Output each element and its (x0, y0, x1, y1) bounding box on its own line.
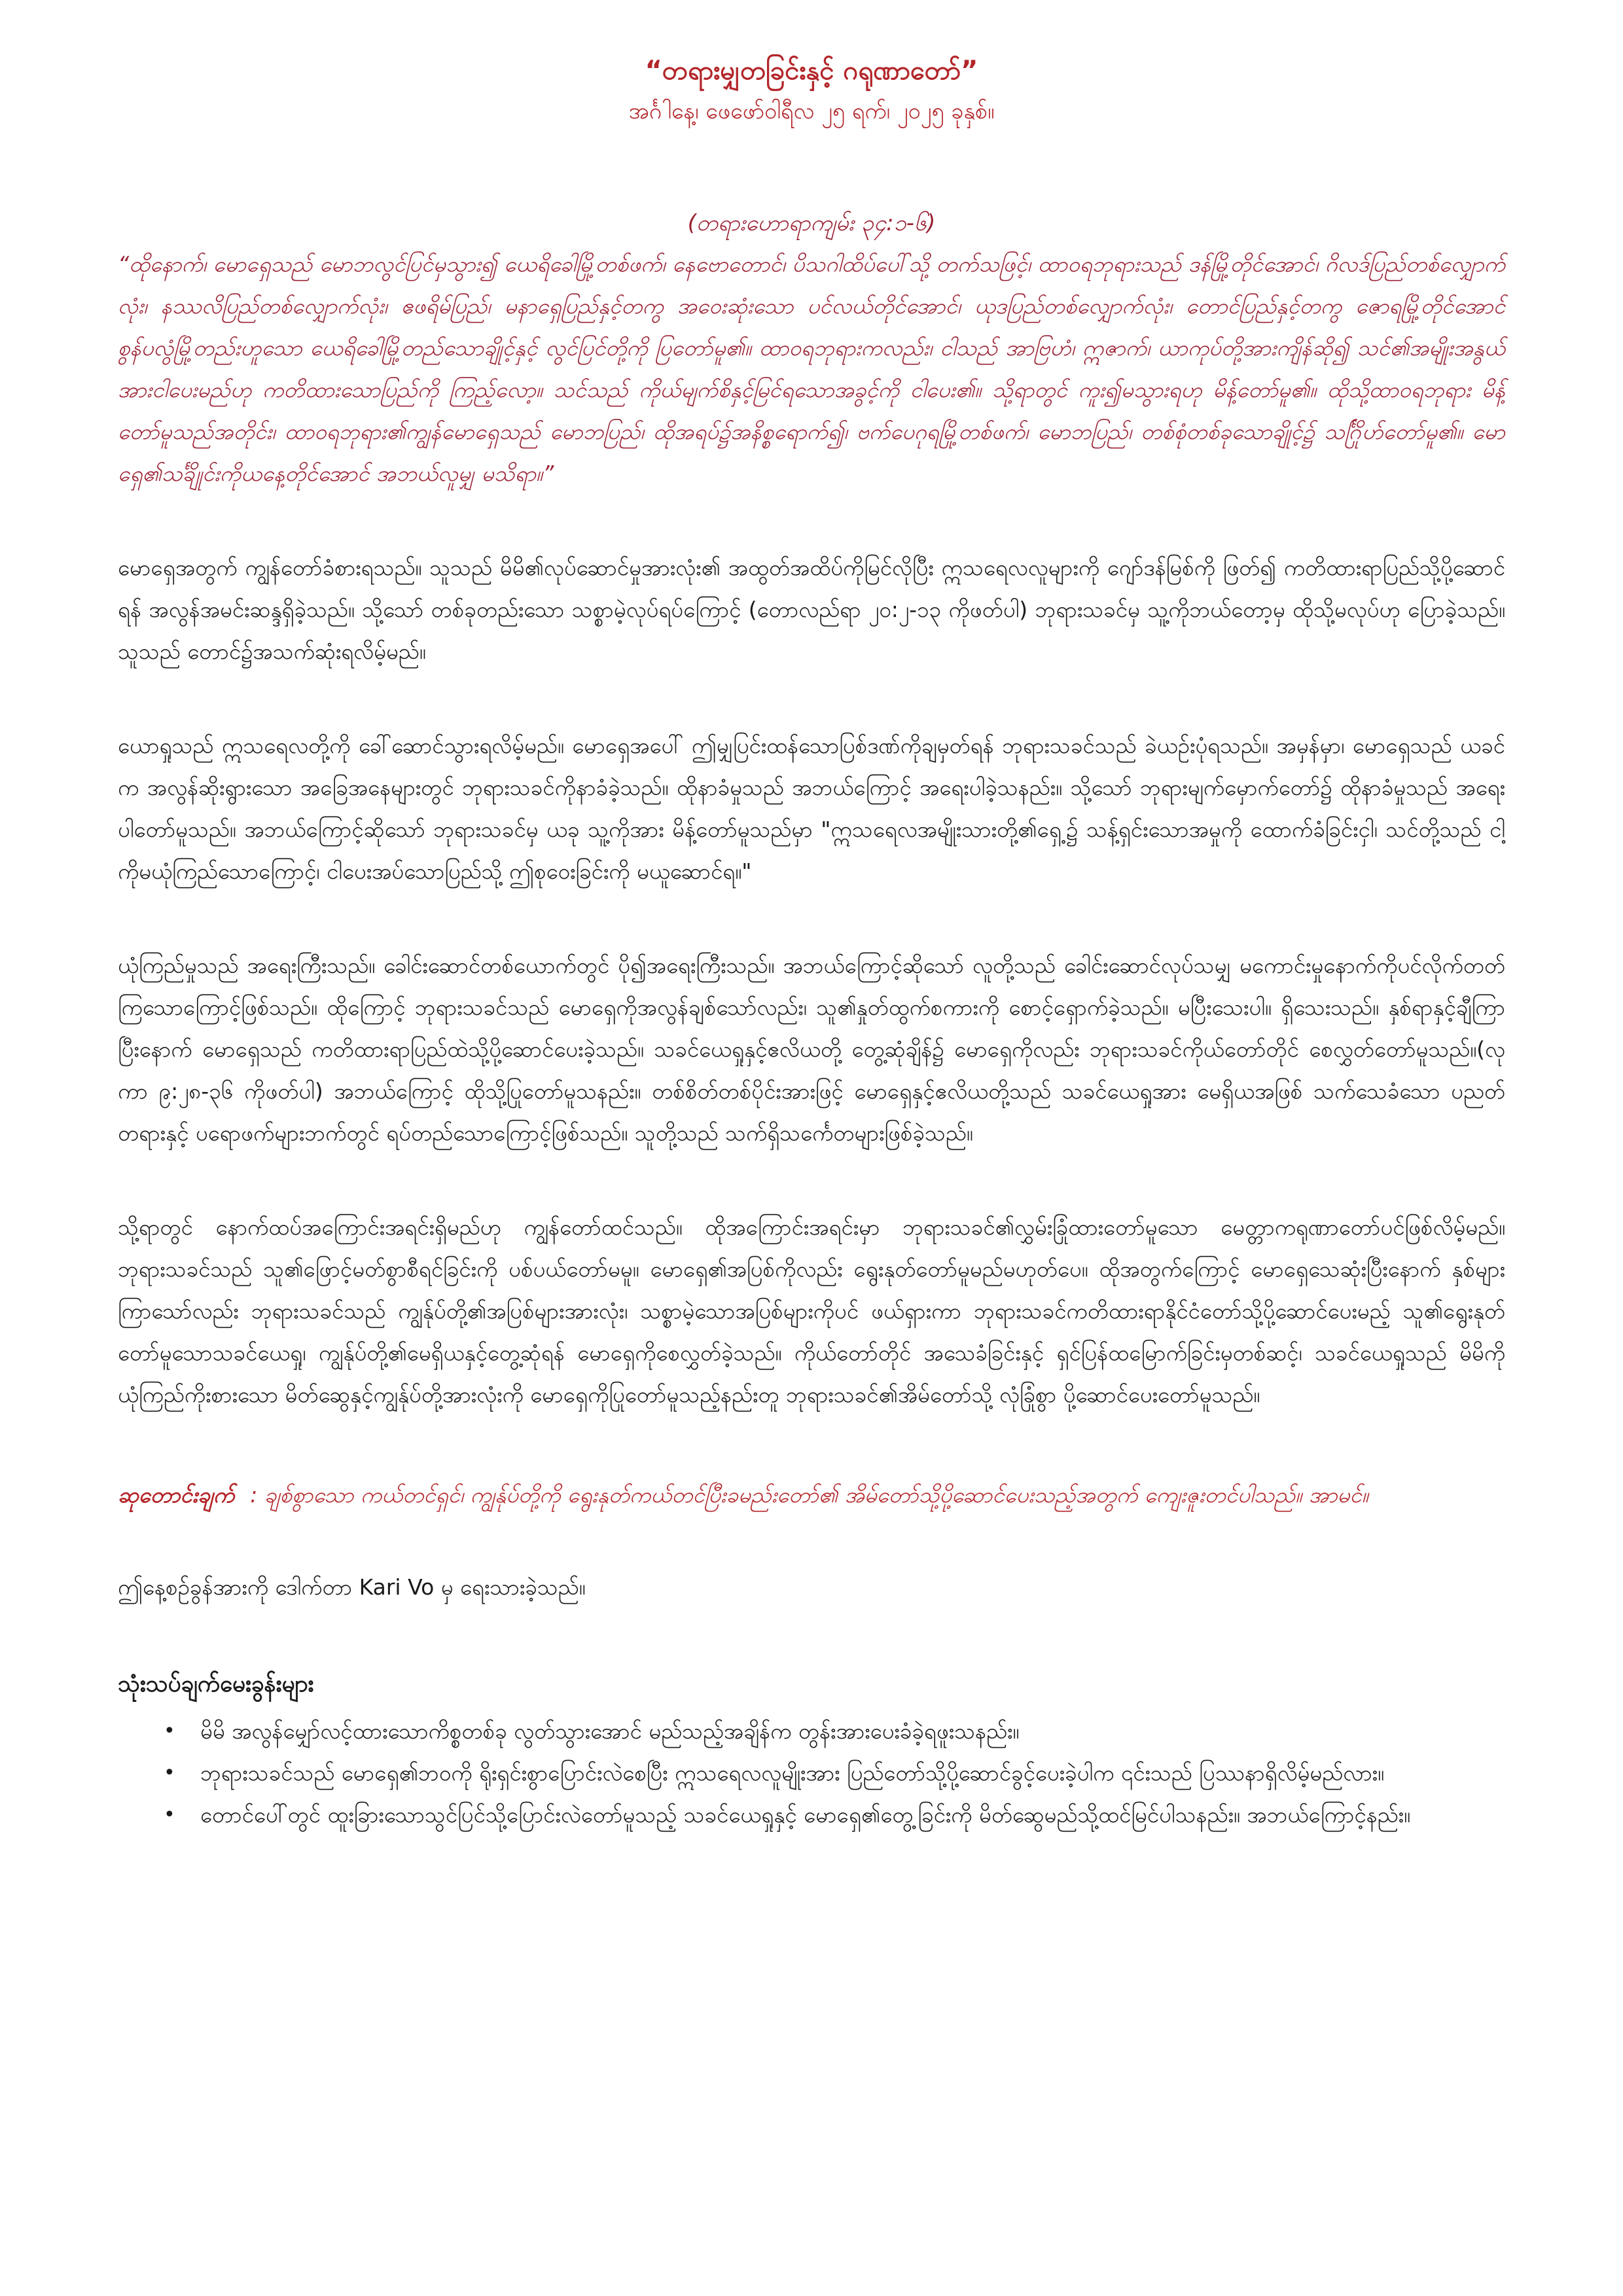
question-text: မိမိ အလွန်မျှော်လင့်ထားသောကိစ္စတစ်ခု လွတ်သွားအောင် မည်သည့်အချိန်က တွန်းအားပေးခံခဲ့ရဖူးသနည်း။ (200, 1718, 1020, 1744)
question-text: ဘုရားသခင်သည် မောရှေ၏ဘဝကို ရိုးရှင်းစွာပြောင်းလဲစေပြီး ဣသရေလလူမျိုးအား ပြည်တော်သို့ပို့ဆောင်ခွင့်ပေးခဲ့ပါက ၎င်းသည် ပြဿနာရှိလိမ့်မည်လား။ (200, 1760, 1385, 1786)
bullet-icon: • (164, 1720, 175, 1742)
list-item (164, 1754, 1505, 1793)
body-paragraph-2: ယောရှုသည် ဣသရေလတို့ကို ခေါ်ဆောင်သွားရလိမ့်မည်။ မောရှေအပေါ် ဤမျှပြင်းထန်သောပြစ်ဒဏ်ကိုချမှတ်ရန် ဘုရားသခင်သည် ခဲယဉ်းပုံရသည်။ အမှန်မှာ၊ မောရှေသည် ယခင်က အလွန်ဆိုးရွားသော အခြေအနေများတွင် ဘုရားသခင်ကိုနာခံခဲ့သည်။ ထိုနာခံမှုသည် အဘယ်ကြောင့် အရေးပါခဲ့သနည်း။ သို့သော် ဘုရားမျက်မှောက်တော်၌ ထိုနာခံမှုသည် အရေးပါတော်မူသည်။ အဘယ်ကြောင့်ဆိုသော် ဘုရားသခင်မှ ယခု သူ့ကိုအား မိန့်တော်မူသည်မှာ "ဣသရေလအမျိုးသားတို့၏ရှေ့၌ သန့်ရှင်းသောအမှုကို ထောက်ခံခြင်းငှါ၊ သင်တို့သည် ငါ့ကိုမယုံကြည်သောကြောင့်၊ ငါပေးအပ်သောပြည်သို့ ဤစုဝေးခြင်းကို မယူဆောင်ရ။" (118, 733, 1505, 884)
scripture-reference: (တရားဟောရာကျမ်း ၃၄:၁-၆) (687, 210, 936, 236)
list-item (164, 1712, 1505, 1751)
reflection-questions-list (118, 1712, 1505, 1835)
question-text: တောင်ပေါ်တွင် ထူးခြားသောသွင်ပြင်သို့ပြောင်းလဲတော်မူသည့် သခင်ယေရှုနှင့် မောရှေ၏တွေ့ခြင်းကို မိတ်ဆွေမည်သို့ထင်မြင်ပါသနည်း။ အဘယ်ကြောင့်နည်း။ (200, 1802, 1411, 1828)
bullet-icon: • (164, 1761, 175, 1784)
prayer-text: : ချစ်စွာသော ကယ်တင်ရှင်၊ ကျွန်ုပ်တို့ကို ရွေးနုတ်ကယ်တင်ပြီးခမည်းတော်၏ အိမ်တော်သို့ပို့ဆောင်ပေးသည့်အတွက် ကျေးဇူးတင်ပါသည်။ အာမင်။ (250, 1482, 1368, 1508)
bullet-icon: • (164, 1803, 175, 1826)
body-paragraph-4: သို့ရာတွင် နောက်ထပ်အကြောင်းအရင်းရှိမည်ဟု ကျွန်တော်ထင်သည်။ ထိုအကြောင်းအရင်းမှာ ဘုရားသခင်၏လွှမ်းခြုံထားတော်မူသော မေတ္တာကရုဏာတော်ပင်ဖြစ်လိမ့်မည်။ ဘုရားသခင်သည် သူ၏ဖြောင့်မတ်စွာစီရင်ခြင်းကို ပစ်ပယ်တော်မမူ။ မောရှေ၏အပြစ်ကိုလည်း ရွေးနုတ်တော်မူမည်မဟုတ်ပေ။ ထိုအတွက်ကြောင့် မောရှေသေဆုံးပြီးနောက် နှစ်များကြာသော်လည်း ဘုရားသခင်သည် ကျွန်ုပ်တို့၏အပြစ်များအားလုံး၊ သစ္စာမဲ့သောအပြစ်များကိုပင် ဖယ်ရှားကာ ဘုရားသခင်ကတိထားရာနိုင်ငံတော်သို့ပို့ဆောင်ပေးမည့် သူ၏ရွေးနုတ်တော်မူသောသခင်ယေရှု၊ ကျွန်ုပ်တို့၏မေရှိယနှင့်တွေ့ဆုံရန် မောရှေကိုစေလွှတ်ခဲ့သည်။ ကိုယ်တော်တိုင် အသေခံခြင်းနှင့် ရှင်ပြန်ထမြောက်ခြင်းမှတစ်ဆင့်၊ သခင်ယေရှုသည် မိမိကိုယုံကြည်ကိုးစားသော မိတ်ဆွေနှင့်ကျွန်ုပ်တို့အားလုံးကို မောရှေကိုပြုတော်မူသည့်နည်းတူ ဘုရားသခင်၏အိမ်တော်သို့ လုံခြုံစွာ ပို့ဆောင်ပေးတော်မူသည်။ (118, 1214, 1505, 1407)
author-credit: ဤနေ့စဉ်ခွန်အားကို ဒေါက်တာ Kari Vo မှ ရေးသားခဲ့သည်။ (118, 1574, 586, 1600)
devotion-date: အင်္ဂါနေ့၊ ဖေဖော်ဝါရီလ ၂၅ ရက်၊ ၂၀၂၅ ခုနှစ်။ (628, 98, 995, 124)
body-paragraph-1: မောရှေအတွက် ကျွန်တော်ခံစားရသည်။ သူသည် မိမိ၏လုပ်ဆောင်မှုအားလုံး၏ အထွတ်အထိပ်ကိုမြင်လိုပြီး ဣသရေလလူများကို ဂျော်ဒန်မြစ်ကို ဖြတ်၍ ကတိထားရာပြည်သို့ပို့ဆောင်ရန် အလွန်အမင်းဆန္ဒရှိခဲ့သည်။ သို့သော် တစ်ခုတည်းသော သစ္စာမဲ့လုပ်ရပ်ကြောင့် (တောလည်ရာ ၂၀:၂-၁၃ ကိုဖတ်ပါ) ဘုရားသခင်မှ သူ့ကိုဘယ်တော့မှ ထိုသို့မလုပ်ဟု ပြောခဲ့သည်။ သူသည် တောင်၌အသက်ဆုံးရလိမ့်မည်။ (118, 555, 1505, 664)
reflection-questions-heading: သုံးသပ်ချက်မေးခွန်းများ (118, 1671, 314, 1697)
prayer (118, 1475, 1505, 1515)
body-paragraph-3: ယုံကြည်မှုသည် အရေးကြီးသည်။ ခေါင်းဆောင်တစ်ယောက်တွင် ပို၍အရေးကြီးသည်။ အဘယ်ကြောင့်ဆိုသော် လူတို့သည် ခေါင်းဆောင်လုပ်သမျှ မကောင်းမှုနောက်ကိုပင်လိုက်တတ်ကြသောကြောင့်ဖြစ်သည်။ ထိုကြောင့် ဘုရားသခင်သည် မောရှေကိုအလွန်ချစ်သော်လည်း၊ သူ၏နှုတ်ထွက်စကားကို စောင့်ရှောက်ခဲ့သည်။ မပြီးသေးပါ။ ရှိသေးသည်။ နှစ်ရာနှင့်ချီကြာပြီးနောက် မောရှေသည် ကတိထားရာပြည်ထဲသို့ပို့ဆောင်ပေးခဲ့သည်။ သခင်ယေရှုနှင့်ဧလိယတို့ တွေ့ဆုံချိန်၌ မောရှေကိုလည်း ဘုရားသခင်ကိုယ်တော်တိုင် စေလွှတ်တော်မူသည်။(လုကာ ၉:၂၈-၃၆ ကိုဖတ်ပါ) အဘယ်ကြောင့် ထိုသို့ပြုတော်မူသနည်း။ တစ်စိတ်တစ်ပိုင်းအားဖြင့် မောရှေနှင့်ဧလိယတို့သည် သခင်ယေရှုအား မေရှိယအဖြစ် သက်သေခံသော ပညတ်တရားနှင့် ပရောဖက်များဘက်တွင် ရပ်တည်သောကြောင့်ဖြစ်သည်။ သူတို့သည် သက်ရှိသင်္ကေတများဖြစ်ခဲ့သည်။ (118, 953, 1505, 1146)
prayer-label: ဆုတောင်းချက် (118, 1482, 235, 1508)
devotion-title: “တရားမျှတခြင်းနှင့် ဂရုဏာတော်” (645, 56, 978, 86)
scripture-text: “ထိုနောက်၊ မောရှေသည် မောဘလွင်ပြင်မှသွား၍ ယေရိခေါမြို့တစ်ဖက်၊ နေဗောတောင်၊ ပိသဂါထိပ်ပေါ်သို့ တက်သဖြင့်၊ ထာဝရဘုရားသည် ဒန်မြို့တိုင်အောင်၊ ဂိလဒ်ပြည်တစ်လျှောက်လုံး၊ နဿလိပြည်တစ်လျှောက်လုံး၊ ဧဖရိမ်ပြည်၊ မနာရှေပြည်နှင့်တကွ အဝေးဆုံးသော ပင်လယ်တိုင်အောင်၊ ယုဒပြည်တစ်လျှောက်လုံး၊ တောင်ပြည်နှင့်တကွ ဇောရမြို့တိုင်အောင် စွန်ပလွံမြို့တည်းဟူသော ယေရိခေါမြို့တည်သောချိုင့်နှင့် လွင်ပြင်တို့ကို ပြတော်မူ၏။ ထာဝရဘုရားကလည်း၊ ငါသည် အာဗြဟံ၊ ဣဇာက်၊ ယာကုပ်တို့အားကျိန်ဆို၍ သင်၏အမျိုးအနွယ်အားငါပေးမည်ဟု ကတိထားသောပြည်ကို ကြည့်လော့။ သင်သည် ကိုယ်မျက်စိနှင့်မြင်ရသောအခွင့်ကို ငါပေး၏။ သို့ရာတွင် ကူး၍မသွားရဟု မိန့်တော်မူ၏။ ထိုသို့ထာဝရဘုရား မိန့်တော်မူသည်အတိုင်း၊ ထာဝရဘုရား၏ကျွန်မောရှေသည် မောဘပြည်၊ ထိုအရပ်၌အနိစ္စရောက်၍၊ ဗက်ပေဂုရမြို့တစ်ဖက်၊ မောဘပြည်၊ တစ်စုံတစ်ခုသောချိုင့်၌ သင်္ဂြိုဟ်တော်မူ၏။ မောရှေ၏သင်္ချိုင်းကိုယနေ့တိုင်အောင် အဘယ်လူမျှ မသိရာ။” (118, 251, 1505, 486)
list-item (164, 1795, 1505, 1835)
